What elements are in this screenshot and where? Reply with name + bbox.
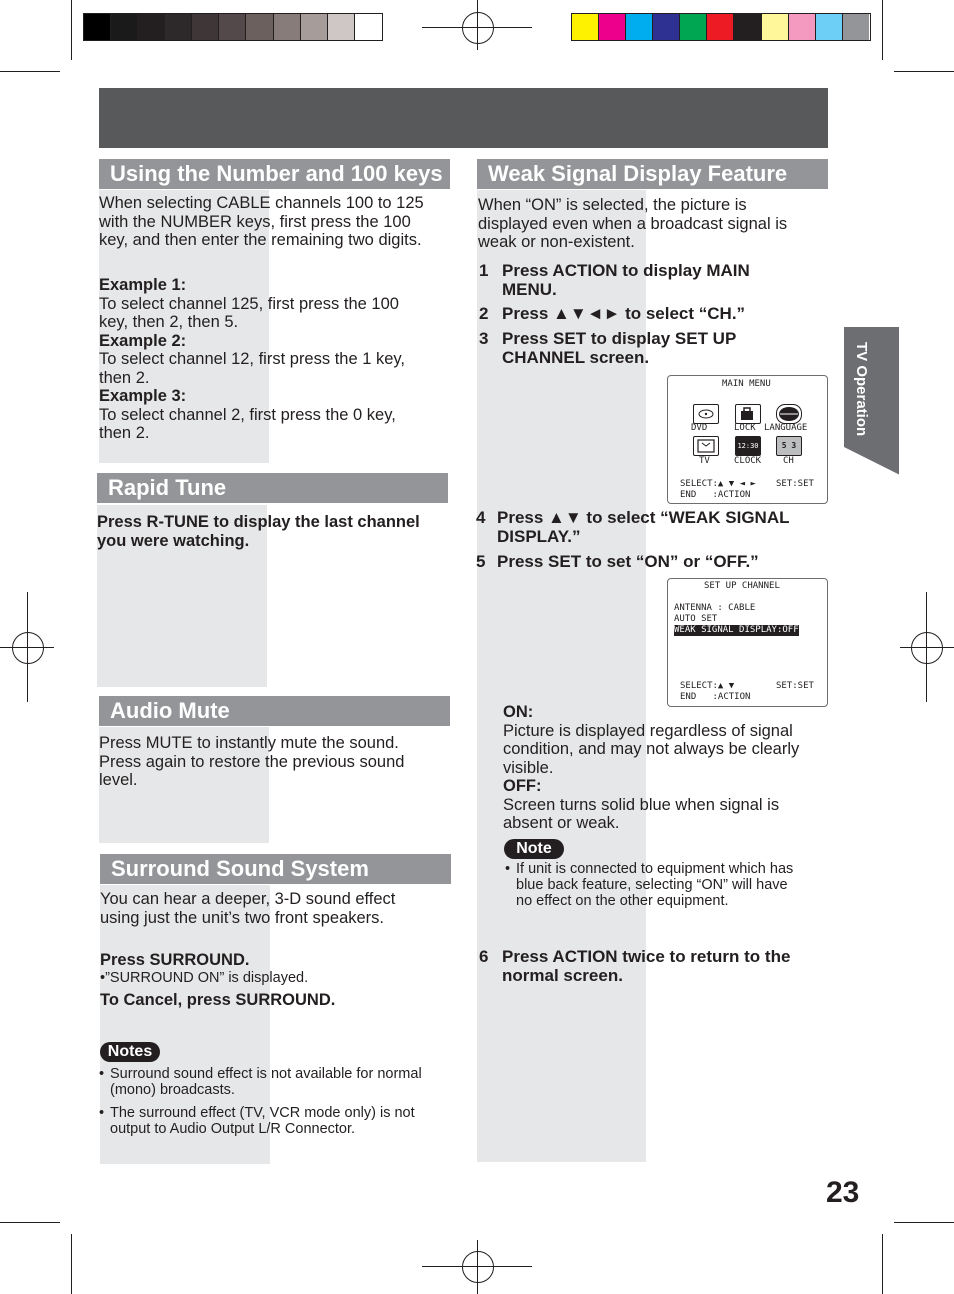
surround-cancel: To Cancel, press SURROUND. [100,991,336,1009]
weak-signal-intro [478,196,828,252]
color-swatch [680,14,707,40]
weak-signal-display-setting: WEAK SIGNAL DISPLAY:OFF [674,625,799,635]
grayscale-color-bar [83,13,383,41]
section-header-weak-signal: Weak Signal Display Feature [477,159,828,189]
text-line: Press R-TUNE to display the last channel [97,513,420,531]
notes-badge: Notes [100,1042,160,1062]
crop-mark [894,1222,954,1223]
on-off-description [503,703,833,833]
example-label: Example 1: [99,276,187,294]
color-swatch [843,14,869,40]
text-line: weak or non-existent. [478,233,635,251]
section-header-surround: Surround Sound System [100,854,451,884]
text-line: To select channel 2, first press the 0 key, [99,405,396,424]
surround-displayed: •”SURROUND ON” is displayed. [100,970,309,986]
step-text: normal screen. [502,966,623,985]
step-text: Press ACTION to display MAIN [502,261,750,280]
text-line: displayed even when a broadcast signal is [478,214,788,233]
color-swatch [274,14,301,40]
process-color-bar [571,13,871,41]
step-text: Press ACTION twice to return to the [502,947,791,966]
menu-label-lock: LOCK [734,423,756,433]
surround-press: Press SURROUND. [100,951,250,969]
text-line: with the NUMBER keys, first press the 100 [99,212,411,231]
on-label: ON: [503,703,534,721]
auto-set-item: AUTO SET [674,614,718,624]
section-header-audio-mute: Audio Mute [99,696,450,726]
text-line: If unit is connected to equipment which has [516,861,794,877]
text-line: no effect on the other equipment. [516,893,729,909]
text-line: output to Audio Output L/R Connector. [110,1121,356,1137]
antenna-setting: ANTENNA : CABLE [674,603,756,613]
text-line: Screen turns solid blue when signal is [503,795,780,814]
crop-mark [0,71,60,72]
number-keys-examples [99,276,459,443]
menu-label-dvd: DVD [691,423,708,433]
registration-circle [911,632,943,664]
registration-circle [462,1251,494,1283]
step-text: Press ▲▼◄► to select “CH.” [502,304,746,323]
color-swatch [84,14,111,40]
color-swatch [328,14,355,40]
color-swatch [734,14,761,40]
color-swatch [301,14,328,40]
screen-end-hint: END :ACTION [680,692,751,702]
screen-title: MAIN MENU [722,379,771,389]
screen-set-hint: SET:SET [776,479,814,489]
section-header-number-keys: Using the Number and 100 keys [99,159,450,189]
menu-label-clock: CLOCK [734,456,762,466]
color-swatch [192,14,219,40]
screen-select-hint: SELECT:▲ ▼ [680,681,735,691]
color-swatch [626,14,653,40]
text-line: Press MUTE to instantly mute the sound. [99,734,399,752]
number-keys-intro [99,194,459,250]
clock-icon: 12:30 [735,436,761,456]
crop-mark [71,0,72,60]
text-line: When “ON” is selected, the picture is [478,196,747,214]
color-swatch [219,14,246,40]
menu-label-ch: CH [783,456,794,466]
step-number: 4 [476,508,486,527]
text-line: condition, and may not always be clearly [503,740,800,758]
text-line: using just the unit’s two front speakers. [100,908,385,927]
text-line: You can hear a deeper, 3-D sound effect [100,890,396,908]
section-header-rapid-tune: Rapid Tune [97,473,448,503]
text-line: then 2. [99,368,150,387]
text-line: When selecting CABLE channels 100 to 125 [99,194,424,212]
step-number: 1 [479,261,489,280]
registration-circle [462,12,494,44]
audio-mute-text [99,734,459,790]
text-line: level. [99,771,138,789]
color-swatch [111,14,138,40]
example-label: Example 3: [99,387,187,405]
color-swatch [355,14,381,40]
text-line: To select channel 125, first press the 100 [99,294,399,313]
step-text: Press SET to display SET UP [502,329,737,348]
step-number: 2 [479,304,489,323]
side-tab-label [850,332,890,470]
page-header-bar [99,88,828,148]
menu-label-language: LANGUAGE [764,423,808,433]
text-line: To select channel 12, first press the 1 key, [99,350,406,368]
color-swatch [572,14,599,40]
text-line: (mono) broadcasts. [110,1082,235,1098]
crop-mark [882,1234,883,1294]
dvd-icon [693,404,719,424]
rapid-tune-text [97,513,457,551]
text-line: absent or weak. [503,814,620,832]
setup-channel-screen [667,578,828,707]
step-number: 6 [479,947,489,966]
registration-circle [12,632,44,664]
step-text: CHANNEL screen. [502,348,650,367]
text-line: Picture is displayed regardless of signal [503,721,793,740]
step-text: Press SET to set “ON” or “OFF.” [497,552,759,571]
ch-icon: 5 3 [776,436,802,456]
language-icon [776,404,802,424]
text-line: visible. [503,758,554,777]
step-number: 5 [476,552,486,571]
text-line: key, then 2, then 5. [99,313,239,331]
text-line: Press again to restore the previous sound [99,752,405,771]
crop-mark [894,71,954,72]
step-text: Press ▲▼ to select “WEAK SIGNAL [497,508,790,527]
off-label: OFF: [503,777,542,795]
color-swatch [599,14,626,40]
text-line: key, and then enter the remaining two digits. [99,231,422,249]
color-swatch [789,14,816,40]
screen-select-hint: SELECT:▲ ▼ ◄ ► [680,479,756,489]
step-number: 3 [479,329,489,348]
crop-mark [71,1234,72,1294]
page-number: 23 [826,1176,860,1209]
tv-icon [693,436,719,456]
text-line: The surround effect (TV, VCR mode only) is not [110,1105,415,1121]
text-line: Surround sound effect is not available for normal [110,1066,422,1082]
color-swatch [165,14,192,40]
step-text: DISPLAY.” [497,527,581,546]
side-tab-text: TV Operation [853,342,870,437]
text-line: blue back feature, selecting “ON” will have [516,877,788,893]
screen-end-hint: END :ACTION [680,490,751,500]
color-swatch [246,14,273,40]
color-swatch [707,14,734,40]
color-swatch [762,14,789,40]
crop-mark [882,0,883,60]
main-menu-screen [667,375,828,504]
color-swatch [816,14,843,40]
screen-title: SET UP CHANNEL [704,581,780,591]
color-swatch [138,14,165,40]
step-text: MENU. [502,280,557,299]
surround-intro [100,890,460,927]
example-label: Example 2: [99,331,187,350]
lock-icon [735,404,761,424]
text-line: then 2. [99,424,150,442]
crop-mark [0,1222,60,1223]
screen-set-hint: SET:SET [776,681,814,691]
note-badge: Note [504,839,564,859]
color-swatch [653,14,680,40]
menu-label-tv: TV [699,456,710,466]
text-line: you were watching. [97,532,250,550]
